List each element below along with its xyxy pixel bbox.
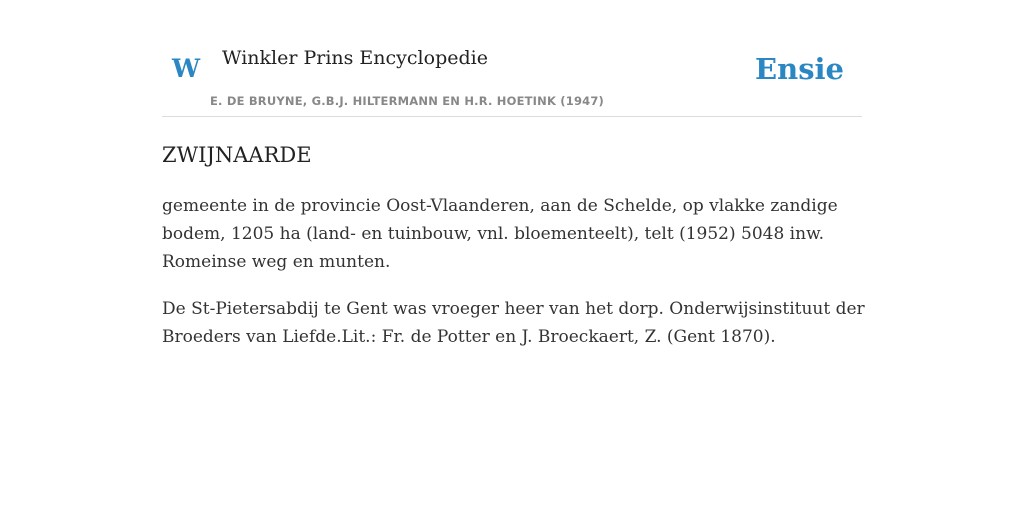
publication-authors: E. DE BRUYNE, G.B.J. HILTERMANN EN H.R. HOETINK (1947) [210, 94, 605, 108]
page [162, 0, 865, 347]
paragraph-line: bodem, 1205 ha (land- en tuinbouw, vnl. bloementeelt), telt (1952) 5048 inw. [162, 224, 825, 244]
paragraph-line: De St-Pietersabdij te Gent was vroeger heer van het dorp. Onderwijsinstituut der [162, 299, 865, 319]
publication-title: Winkler Prins Encyclopedie [222, 47, 488, 69]
paragraph-line: Romeinse weg en munten. [162, 252, 391, 272]
brand-logo[interactable]: Ensie [755, 52, 844, 86]
publication-logo[interactable]: W [172, 54, 201, 83]
entry-title: ZWIJNAARDE [162, 143, 312, 167]
header [162, 0, 862, 117]
entry-paragraph [162, 192, 862, 276]
paragraph-line: Broeders van Liefde.Lit.: Fr. de Potter en J. Broeckaert, Z. (Gent 1870). [162, 327, 776, 347]
paragraph-line: gemeente in de provincie Oost-Vlaanderen, aan de Schelde, op vlakke zandige [162, 196, 838, 216]
entry-paragraph [162, 295, 865, 351]
